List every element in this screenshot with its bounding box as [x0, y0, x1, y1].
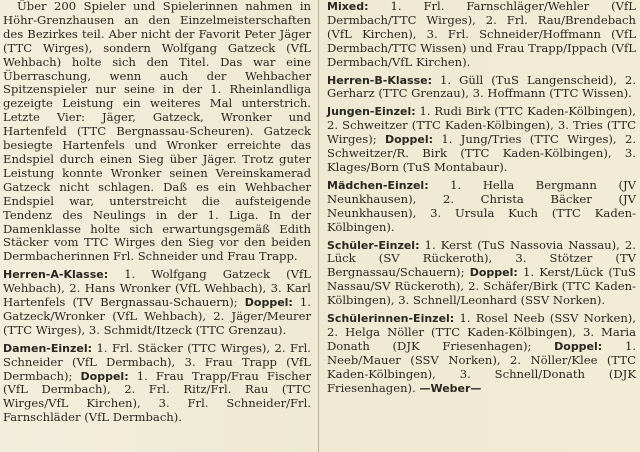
right-column	[327, 0, 636, 397]
maedchen-heading: Mädchen-Einzel:	[327, 178, 429, 192]
damen-heading: Damen-Einzel:	[3, 341, 93, 355]
herren-b-heading: Herren-B-Klasse:	[327, 73, 432, 87]
jungen-heading: Jungen-Einzel:	[327, 105, 416, 119]
doppel-text-2: 1. Frau Trapp/Frau Fischer (VfL Dermbach), 2. Frl. Ritz/Frl. Rau (TTC Wirges/VfL Kirchen), 3. Frl. Schneider/Frl. Farnschläder (VfL Dermbach).	[3, 368, 311, 425]
herren-a-results	[3, 268, 311, 338]
mixed-results	[327, 0, 636, 70]
mixed-heading: Mixed:	[327, 0, 369, 13]
doppel-text-5: 1. Neeb/Mauer (SSV Norken), 2. Nöller/Klee (TTC Kaden-Kölbingen), 3. Schnell/Donath (DJK Friesenhagen).	[327, 338, 637, 395]
doppel-text-4: 1. Kerst/Lück (TuS Nassau/SV Rückeroth), 2. Schäfer/Birk (TTC Kaden-Kölbingen), 3. Schnell/Leonhard (SSV Norken).	[327, 265, 636, 308]
doppel-heading-1: Doppel:	[244, 296, 293, 310]
herren-b-text: 1. Güll (TuS Langenscheid), 2. Gerharz (TTC Grenzau), 3. Hoffmann (TTC Wissen).	[327, 72, 636, 101]
jungen-text: 1. Rudi Birk (TTC Kaden-Kölbingen), 2. Schweitzer (TTC Kaden-Kölbingen), 3. Tries (TTC Wirges);	[327, 104, 636, 147]
herren-b-results	[327, 74, 636, 102]
herren-a-heading: Herren-A-Klasse:	[3, 268, 109, 282]
doppel-heading-4: Doppel:	[469, 266, 518, 280]
jungen-results	[327, 105, 636, 175]
intro-paragraph: Über 200 Spieler und Spielerinnen nahmen in Höhr-Grenzhausen an den Einzelmeisterschaften des Bezirkes teil. Aber nicht der Favorit Peter Jäger (TTC Wirges), sondern Wolfgang Gatzeck (VfL Wehbach) holte sich den Titel. Das war eine Überraschung, wenn auch der Wehbacher Spitzenspieler nur seine in der 1. Rheinlandliga gezeigte Leistung ein weiteres Mal unterstrich. Letzte Vier: Jäger, Gatzeck, Wronker und Hartenfeld (TTC Bergnassau-Scheuren). Gatzeck besiegte Hartenfels und Wronker erreichte das Endspiel durch einen Sieg über Jäger. Trotz guter Leistung konnte Wronker seinen Vereinskamerad Gatzeck nicht schlagen. Daß es ein Wehbacher Endspiel war, unterstreicht die aufsteigende Tendenz des Neulings in der 1. Liga. In der Damenklasse holte sich erwartungsgemäß Edith Stäcker vom TTC Wirges den Sieg vor den beiden Dermbacherinnen Frl. Schneider und Frau Trapp.	[3, 0, 311, 264]
schueler-results	[327, 239, 636, 309]
doppel-heading-3: Doppel:	[384, 133, 434, 147]
doppel-text-3: 1. Jung/Tries (TTC Wirges), 2. Schweitzer/R. Birk (TTC Kaden-Kölbingen), 3. Klages/Born (TuS Montabaur).	[327, 132, 637, 174]
mixed-text: 1. Frl. Farnschläger/Wehler (VfL Dermbach/TTC Wirges), 2. Frl. Rau/Brendebach (VfL Kirchen), 3. Frl. Schneider/Hoffmann (VfL Dermbach/TTC Wissen) und Frau Trapp/Ippach (VfL Dermbach/VfL Kirchen).	[327, 0, 636, 69]
doppel-heading-2: Doppel:	[80, 369, 129, 383]
doppel-heading-5: Doppel:	[554, 339, 603, 353]
schuelerinnen-heading: Schülerinnen-Einzel:	[327, 312, 455, 326]
author-byline: —Weber—	[419, 381, 482, 395]
schueler-heading: Schüler-Einzel:	[327, 238, 420, 252]
damen-results	[3, 342, 311, 425]
schuelerinnen-text: 1. Rosel Neeb (SSV Norken), 2. Helga Nöller (TTC Kaden-Kölbingen), 3. Maria Donath (DJK Friesenhagen);	[327, 311, 636, 353]
doppel-text-1: 1. Gatzeck/Wronker (VfL Wehbach), 2. Jäger/Meurer (TTC Wirges), 3. Schmidt/Itzeck (TTC Grenzau).	[3, 295, 311, 337]
schuelerinnen-results	[327, 312, 636, 395]
maedchen-text: 1. Hella Bergmann (JV Neunkhausen), 2. Christa Bäcker (JV Neunkhausen), 3. Ursula Kuch (TTC Kaden-Kölbingen).	[327, 177, 636, 234]
left-column	[3, 0, 311, 427]
herren-a-text: 1. Wolfgang Gatzeck (VfL Wehbach), 2. Hans Wronker (VfL Wehbach), 3. Karl Hartenfels (TV Bergnassau-Schauern);	[3, 267, 311, 310]
schueler-text: 1. Kerst (TuS Nassovia Nassau), 2. Lück (SV Rückeroth), 3. Stötzer (TV Bergnassau/Schauern);	[327, 237, 636, 280]
maedchen-results	[327, 179, 636, 235]
damen-text: 1. Frl. Stäcker (TTC Wirges), 2. Frl. Schneider (VfL Dermbach), 3. Frau Trapp (VfL Dermbach);	[3, 340, 311, 383]
column-divider	[318, 0, 319, 452]
